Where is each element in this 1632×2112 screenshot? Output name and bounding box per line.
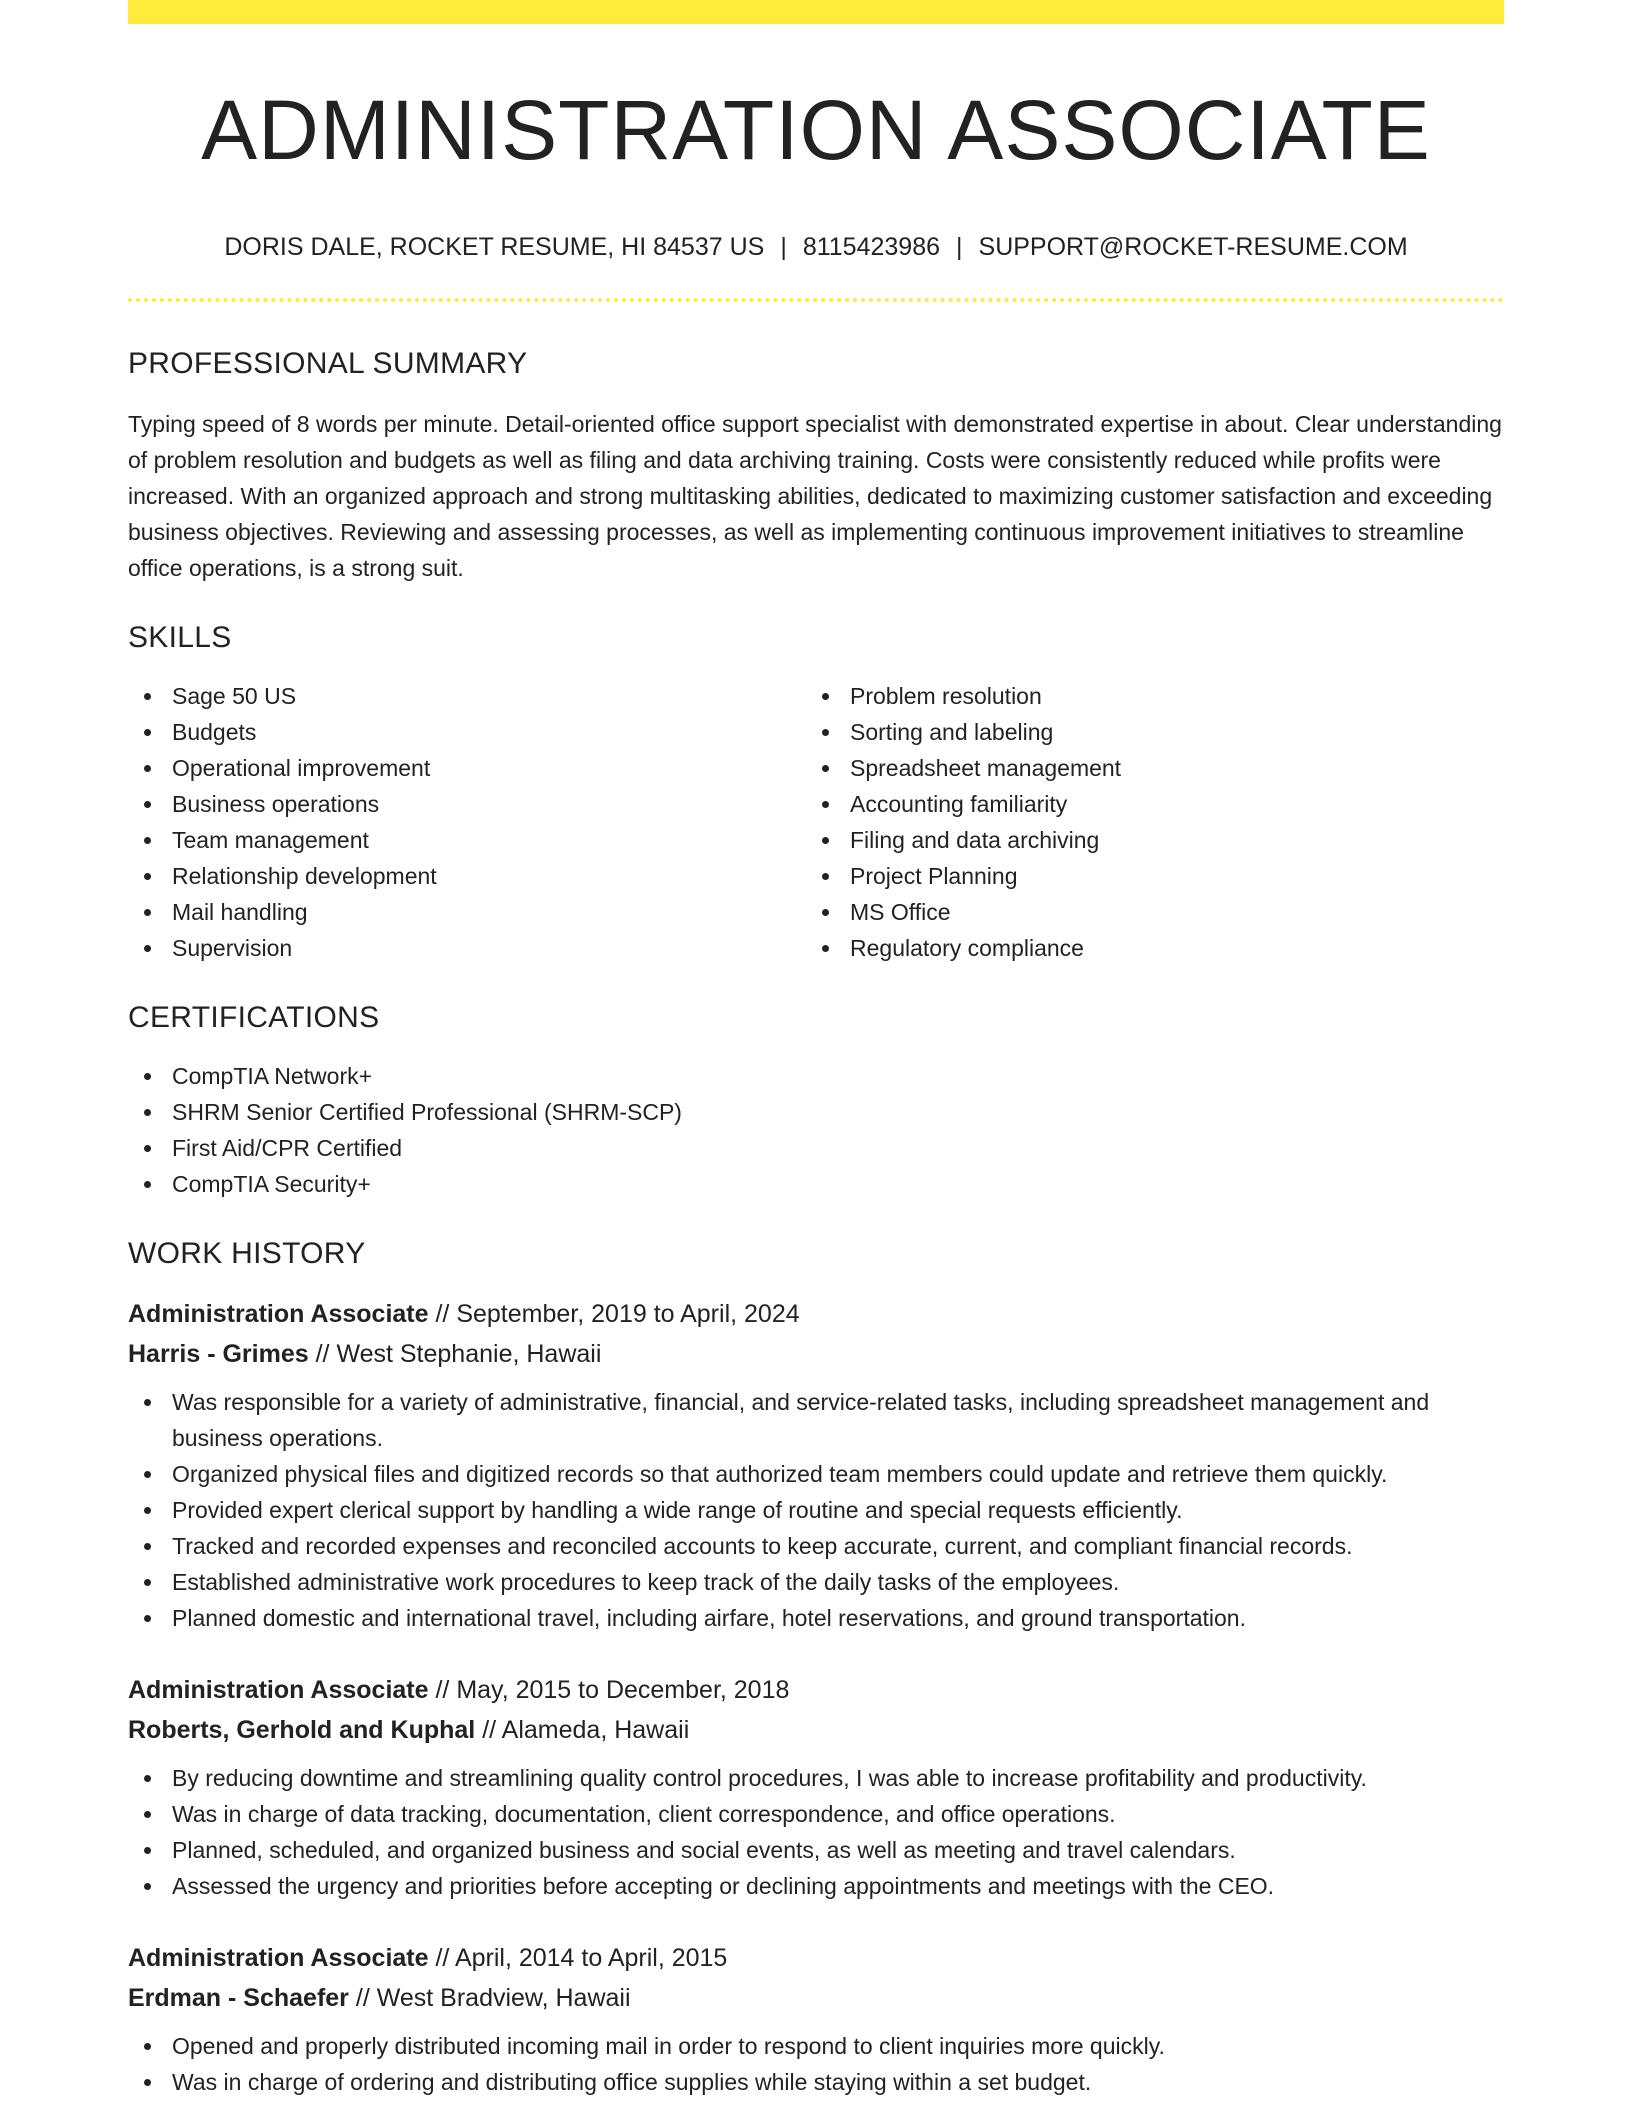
certification-item: CompTIA Network+ (128, 1058, 1504, 1094)
jobs-container (128, 1294, 1504, 2100)
skills-heading: SKILLS (128, 621, 232, 655)
job-dates: September, 2019 to April, 2024 (456, 1300, 800, 1329)
certifications-list (128, 1058, 1504, 1202)
summary-heading: PROFESSIONAL SUMMARY (128, 347, 528, 381)
contact-email: SUPPORT@ROCKET-RESUME.COM (978, 233, 1408, 262)
job-bullet: Was responsible for a variety of administrative, financial, and service-related tasks, including spreadsheet management and business operations. (128, 1384, 1504, 1456)
work-history-heading: WORK HISTORY (128, 1237, 366, 1271)
job-bullet: Was in charge of data tracking, documentation, client correspondence, and office operations. (128, 1796, 1504, 1832)
job-bullet: Planned, scheduled, and organized business and social events, as well as meeting and travel calendars. (128, 1832, 1504, 1868)
job-title-line (128, 1294, 1504, 1334)
skill-item: Team management (128, 822, 806, 858)
job-bullet-list (128, 1760, 1504, 1904)
skills-column-right (806, 678, 1484, 966)
skill-item: Mail handling (128, 894, 806, 930)
job-location: West Stephanie, Hawaii (336, 1340, 602, 1369)
job-bullet: Provided expert clerical support by handling a wide range of routine and special requests efficiently. (128, 1492, 1504, 1528)
job-title-line (128, 1938, 1504, 1978)
job-location: Alameda, Hawaii (501, 1716, 690, 1745)
certification-item: SHRM Senior Certified Professional (SHRM-SCP) (128, 1094, 1504, 1130)
certification-item: CompTIA Security+ (128, 1166, 1504, 1202)
job-separator: // (428, 1944, 455, 1973)
skill-item: Operational improvement (128, 750, 806, 786)
job-entry (128, 1670, 1504, 1904)
skill-item: Sorting and labeling (806, 714, 1484, 750)
job-bullet: Assessed the urgency and priorities before accepting or declining appointments and meetings with the CEO. (128, 1868, 1504, 1904)
job-title: Administration Associate (128, 1944, 429, 1973)
skills-column-left (128, 678, 806, 966)
job-dates: May, 2015 to December, 2018 (456, 1676, 790, 1705)
job-company-line (128, 1978, 1504, 2018)
resume-title: ADMINISTRATION ASSOCIATE (201, 83, 1431, 177)
summary-section (128, 346, 1504, 586)
job-bullet: By reducing downtime and streamlining quality control procedures, I was able to increase profitability and productivity. (128, 1760, 1504, 1796)
resume-page (128, 0, 1504, 2100)
skill-item: Business operations (128, 786, 806, 822)
skill-item: MS Office (806, 894, 1484, 930)
job-company-line (128, 1334, 1504, 1374)
skill-item: Filing and data archiving (806, 822, 1484, 858)
job-company: Erdman - Schaefer (128, 1984, 349, 2013)
skills-grid (128, 678, 1504, 966)
summary-text: Typing speed of 8 words per minute. Detail-oriented office support specialist with demonstrated expertise in about. Clear understanding of problem resolution and budgets as well as filing and data archiving training. Costs were consistently reduced while profits were increased. With an organized approach and strong multitasking abilities, dedicated to maximizing customer satisfaction and exceeding business objectives. Reviewing and assessing processes, as well as implementing continuous improvement initiatives to streamline office operations, is a strong suit. (128, 411, 1502, 582)
job-company: Roberts, Gerhold and Kuphal (128, 1716, 476, 1745)
job-bullet: Organized physical files and digitized records so that authorized team members could update and retrieve them quickly. (128, 1456, 1504, 1492)
job-bullet-list (128, 1384, 1504, 1636)
skill-item: Budgets (128, 714, 806, 750)
job-bullet: Was in charge of ordering and distributing office supplies while staying within a set budget. (128, 2064, 1504, 2100)
certifications-heading: CERTIFICATIONS (128, 1001, 380, 1035)
skills-section (128, 620, 1504, 966)
skill-item: Spreadsheet management (806, 750, 1484, 786)
skill-item: Supervision (128, 930, 806, 966)
job-bullet: Established administrative work procedures to keep track of the daily tasks of the employees. (128, 1564, 1504, 1600)
job-entry (128, 1294, 1504, 1636)
job-separator: // (348, 1984, 377, 2013)
skill-item: Regulatory compliance (806, 930, 1484, 966)
skill-item: Project Planning (806, 858, 1484, 894)
certifications-section (128, 1000, 1504, 1202)
job-separator: // (428, 1300, 457, 1329)
job-title: Administration Associate (128, 1300, 429, 1329)
job-bullet-list (128, 2028, 1504, 2100)
job-dates: April, 2014 to April, 2015 (454, 1944, 728, 1973)
job-bullet: Planned domestic and international travel, including airfare, hotel reservations, and ground transportation. (128, 1600, 1504, 1636)
job-separator: // (428, 1676, 457, 1705)
job-entry (128, 1938, 1504, 2100)
skill-item: Problem resolution (806, 678, 1484, 714)
contact-address: DORIS DALE, ROCKET RESUME, HI 84537 US (224, 233, 765, 262)
skill-item: Accounting familiarity (806, 786, 1484, 822)
job-title: Administration Associate (128, 1676, 429, 1705)
job-company-line (128, 1710, 1504, 1750)
job-title-line (128, 1670, 1504, 1710)
work-history-section (128, 1236, 1504, 2100)
job-separator: // (475, 1716, 502, 1745)
contact-separator: | (956, 233, 963, 262)
job-company: Harris - Grimes (128, 1340, 309, 1369)
certification-item: First Aid/CPR Certified (128, 1130, 1504, 1166)
job-bullet: Opened and properly distributed incoming mail in order to respond to client inquiries more quickly. (128, 2028, 1504, 2064)
skill-item: Sage 50 US (128, 678, 806, 714)
header-divider (128, 298, 1504, 302)
job-bullet: Tracked and recorded expenses and reconciled accounts to keep accurate, current, and compliant financial records. (128, 1528, 1504, 1564)
job-location: West Bradview, Hawaii (376, 1984, 631, 2013)
contact-line (128, 232, 1504, 262)
job-separator: // (308, 1340, 337, 1369)
contact-phone: 8115423986 (802, 233, 941, 262)
skill-item: Relationship development (128, 858, 806, 894)
contact-separator: | (780, 233, 787, 262)
top-accent-bar (128, 0, 1504, 24)
